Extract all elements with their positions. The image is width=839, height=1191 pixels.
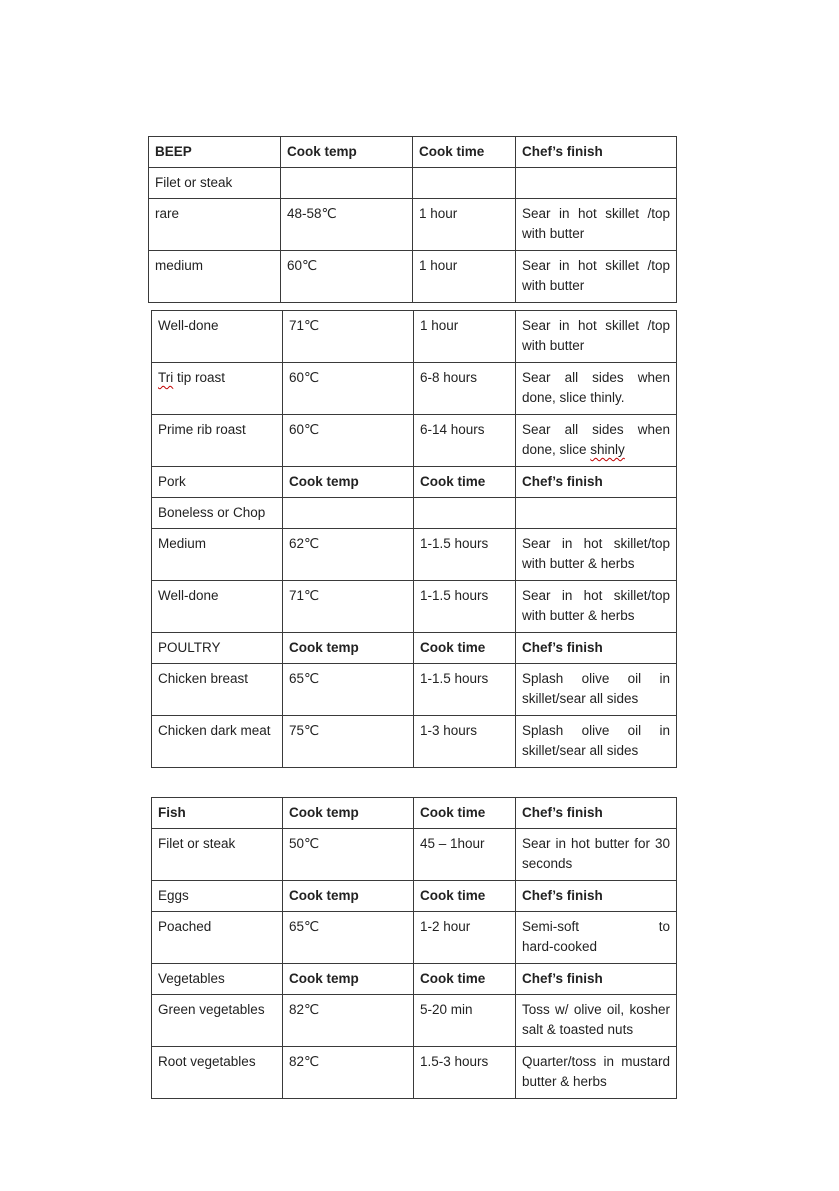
table-row bbox=[152, 716, 677, 768]
category-header: Eggs bbox=[152, 881, 283, 912]
table-row bbox=[152, 829, 677, 881]
table-row bbox=[149, 199, 677, 251]
table-header-row bbox=[152, 633, 677, 664]
cook-temp: 60℃ bbox=[283, 363, 414, 415]
beef-table bbox=[148, 136, 677, 303]
chefs-finish: Splash olive oil in skillet/sear all sides bbox=[516, 716, 677, 768]
chefs-finish: Semi-soft to hard-cooked bbox=[516, 912, 677, 964]
chefs-finish-header: Chef’s finish bbox=[516, 633, 677, 664]
chefs-finish-header: Chef’s finish bbox=[516, 798, 677, 829]
cook-time-header: Cook time bbox=[414, 881, 516, 912]
table-row bbox=[152, 995, 677, 1047]
chefs-finish: Sear in hot skillet /top with butter bbox=[516, 251, 677, 303]
cut-label: Boneless or Chop bbox=[152, 498, 283, 529]
subheader-row bbox=[149, 168, 677, 199]
table-row bbox=[149, 251, 677, 303]
cook-temp: 48-58℃ bbox=[281, 199, 413, 251]
cook-temp: 50℃ bbox=[283, 829, 414, 881]
cook-temp: 65℃ bbox=[283, 912, 414, 964]
cook-temp-header: Cook temp bbox=[283, 467, 414, 498]
cook-time-header: Cook time bbox=[414, 633, 516, 664]
chefs-finish: Sear in hot skillet /top with butter bbox=[516, 199, 677, 251]
cook-temp: 62℃ bbox=[283, 529, 414, 581]
doneness: Well-done bbox=[152, 581, 283, 633]
spellcheck-word: shinly bbox=[590, 442, 625, 457]
cook-temp: 75℃ bbox=[283, 716, 414, 768]
cook-temp-header: Cook temp bbox=[283, 798, 414, 829]
table-header-row bbox=[149, 137, 677, 168]
fish-eggs-vegetables-table bbox=[151, 797, 677, 1099]
subheader-row bbox=[152, 498, 677, 529]
chefs-finish: Sear in hot skillet /top with butter bbox=[516, 311, 677, 363]
table-header-row bbox=[152, 964, 677, 995]
table-row bbox=[152, 415, 677, 467]
cook-time: 1-3 hours bbox=[414, 716, 516, 768]
cook-temp: 71℃ bbox=[283, 581, 414, 633]
chefs-finish-header: Chef’s finish bbox=[516, 137, 677, 168]
chefs-finish: Splash olive oil in skillet/sear all sides bbox=[516, 664, 677, 716]
cook-time: 1.5-3 hours bbox=[414, 1047, 516, 1099]
cook-time: 1-1.5 hours bbox=[414, 529, 516, 581]
cook-time-header: Cook time bbox=[414, 964, 516, 995]
cook-temp-header: Cook temp bbox=[281, 137, 413, 168]
chefs-finish-header: Chef’s finish bbox=[516, 467, 677, 498]
table-row bbox=[152, 912, 677, 964]
cook-time: 1 hour bbox=[413, 199, 516, 251]
cut-label: Filet or steak bbox=[149, 168, 281, 199]
category-header: Vegetables bbox=[152, 964, 283, 995]
table-row bbox=[152, 664, 677, 716]
cook-time: 45 – 1hour bbox=[414, 829, 516, 881]
chefs-finish: Sear all sides when done, slice thinly. bbox=[516, 363, 677, 415]
cook-temp: 82℃ bbox=[283, 995, 414, 1047]
chefs-finish: Sear in hot butter for 30 seconds bbox=[516, 829, 677, 881]
cook-temp: 60℃ bbox=[283, 415, 414, 467]
chefs-finish: Sear all sides when done, slice shinly bbox=[516, 415, 677, 467]
cook-temp-header: Cook temp bbox=[283, 881, 414, 912]
table-header-row bbox=[152, 467, 677, 498]
spellcheck-word: Tri bbox=[158, 370, 174, 385]
chefs-finish: Sear in hot skillet/top with butter & herbs bbox=[516, 581, 677, 633]
chefs-finish: Toss w/ olive oil, kosher salt & toasted nuts bbox=[516, 995, 677, 1047]
cook-time: 1-2 hour bbox=[414, 912, 516, 964]
cut-name: Tri tip roast bbox=[152, 363, 283, 415]
doneness: medium bbox=[149, 251, 281, 303]
category-header: POULTRY bbox=[152, 633, 283, 664]
table-row bbox=[152, 1047, 677, 1099]
cut-name: Root vegetables bbox=[152, 1047, 283, 1099]
table-header-row bbox=[152, 881, 677, 912]
beef-pork-poultry-table bbox=[151, 310, 677, 768]
cook-time-header: Cook time bbox=[414, 798, 516, 829]
cook-time: 6-8 hours bbox=[414, 363, 516, 415]
cook-temp: 82℃ bbox=[283, 1047, 414, 1099]
doneness: Well-done bbox=[152, 311, 283, 363]
cook-time-header: Cook time bbox=[413, 137, 516, 168]
cook-time: 1-1.5 hours bbox=[414, 664, 516, 716]
doneness: Medium bbox=[152, 529, 283, 581]
cook-time: 1 hour bbox=[414, 311, 516, 363]
cut-name: Green vegetables bbox=[152, 995, 283, 1047]
chefs-finish-header: Chef’s finish bbox=[516, 964, 677, 995]
table-header-row bbox=[152, 798, 677, 829]
table-row bbox=[152, 529, 677, 581]
cook-temp: 60℃ bbox=[281, 251, 413, 303]
cook-time: 6-14 hours bbox=[414, 415, 516, 467]
cook-time: 5-20 min bbox=[414, 995, 516, 1047]
category-header: Pork bbox=[152, 467, 283, 498]
cook-time: 1 hour bbox=[413, 251, 516, 303]
cook-temp: 65℃ bbox=[283, 664, 414, 716]
cook-temp-header: Cook temp bbox=[283, 964, 414, 995]
cut-name: Filet or steak bbox=[152, 829, 283, 881]
chefs-finish: Quarter/toss in mustard butter & herbs bbox=[516, 1047, 677, 1099]
cut-name: Poached bbox=[152, 912, 283, 964]
chefs-finish-header: Chef’s finish bbox=[516, 881, 677, 912]
chefs-finish: Sear in hot skillet/top with butter & herbs bbox=[516, 529, 677, 581]
table-row bbox=[152, 581, 677, 633]
table-row bbox=[152, 363, 677, 415]
table-row bbox=[152, 311, 677, 363]
category-header: Fish bbox=[152, 798, 283, 829]
cut-name: Chicken dark meat bbox=[152, 716, 283, 768]
cook-temp-header: Cook temp bbox=[283, 633, 414, 664]
category-header: BEEP bbox=[149, 137, 281, 168]
cut-name: Prime rib roast bbox=[152, 415, 283, 467]
cut-name: Chicken breast bbox=[152, 664, 283, 716]
doneness: rare bbox=[149, 199, 281, 251]
cook-time: 1-1.5 hours bbox=[414, 581, 516, 633]
cook-temp: 71℃ bbox=[283, 311, 414, 363]
cook-time-header: Cook time bbox=[414, 467, 516, 498]
